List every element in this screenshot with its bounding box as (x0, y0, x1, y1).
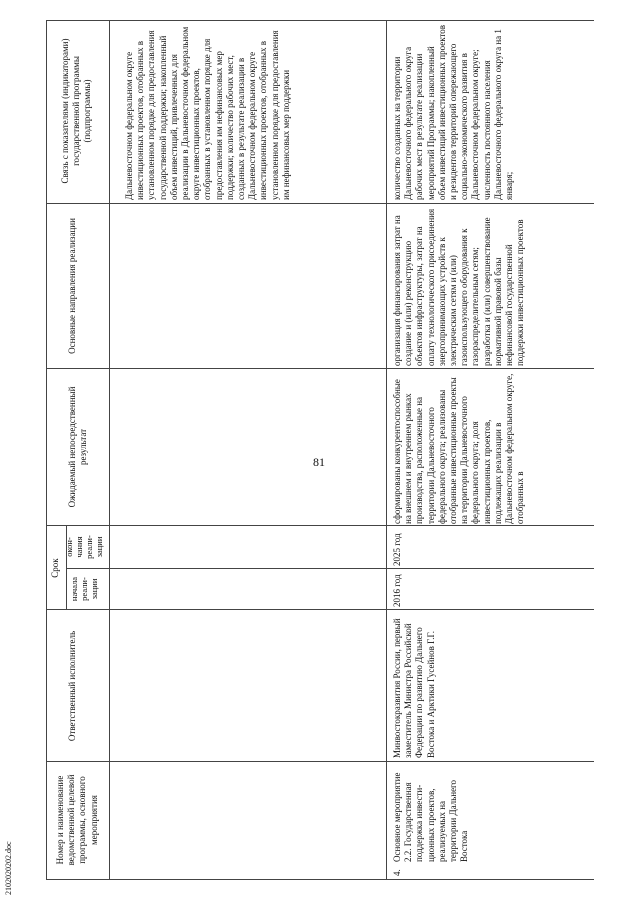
row-index: 4. (392, 869, 402, 876)
row-end-year: 2025 год (392, 533, 402, 566)
header-program: Номер и наименование ведомственной целевой программы, основного мероприятия (55, 774, 99, 866)
header-executor: Ответственный исполнитель (67, 630, 77, 742)
continued-row-border (386, 20, 387, 880)
col-border-6 (46, 203, 594, 204)
row-executor: Минвостокразвития России, первый заместитель Министра Российской Федерации по развитию Дальнего Востока и Арктики Гусейнов Г.Г. (392, 618, 436, 758)
continued-indicators: Дальневосточном федеральном округе инвестиционных проектов, отобранных в установленном порядке для предоставления государственной поддержки; накопленный объем инвестиций, привлеченных для реализации в Дальневосточном федеральном округе инвестиционных проектов, отобранных в установленном порядке для предоставления им нефинансовых мер поддержки; количество рабочих мест, созданных в результате реализации в Дальневосточном федеральном округе инвестиционных проектов, отобранных в установленном порядке для предоставления им нефинансовых мер поддержки (124, 26, 291, 200)
col-border-3 (67, 568, 594, 569)
header-bottom-border (109, 20, 110, 880)
header-indicators: Связь с показателями (индикаторами) государственной программы (подпрограммы) (60, 38, 93, 184)
col-border-2 (46, 609, 594, 610)
file-name: 2102020202.doc (4, 841, 13, 895)
header-srok-end: окон- чания реали- зации (64, 535, 104, 559)
col-border-1 (46, 761, 594, 762)
col-border-4 (46, 525, 594, 526)
row-program-name: Основное мероприятие 2.2. Государственная поддержка инвести- ционных проектов, реализуемых на территории Дальнего Востока (392, 772, 470, 862)
row-start-year: 2016 год (392, 574, 402, 607)
rotated-table (46, 20, 594, 880)
row-expected-result: сформированы конкурентоспособные на внешнем и внутреннем рынках производства, расположенные на территории Дальневосточного федерального округа; реализованы отобранные инвестиционные проекты на территории Дальневосточного федерального округа; доля инвестиционных проектов, подлежащих реализации в Дальневосточном федеральном округе, отобранных в (392, 373, 526, 524)
row-directions: организация финансирования затрат на создание и (или) реконструкцию объектов инфраструктуры, затрат на оплату технологического присоединения энергопринимающих устройств к электрическим сетям и (или) газоиспользующего оборудования к газораспределительным сетям; разработка и (или) совершенствование нормативной правовой базы нефинансовой государственной поддержки инвестиционных проектов (392, 208, 526, 366)
col-border-0 (46, 879, 594, 880)
page-number: 81 (313, 455, 325, 469)
header-directions: Основные направления реализации (67, 218, 77, 354)
row-indicators: количество созданных на территории Дальневосточного федерального округа рабочих мест в результате реализации мероприятий Программы; накопленный объем инвестиций инвестиционных проектов и резидентов территорий опережающего социально-экономического развития в Дальневосточном федеральном округе; численность постоянного населения Дальневосточного федерального округа на 1 января; (392, 24, 515, 200)
header-srok: Срок (50, 558, 60, 578)
table-top-border (46, 20, 47, 880)
col-border-5 (46, 368, 594, 369)
col-border-7 (46, 20, 594, 21)
header-srok-start: начала реали- зации (69, 576, 99, 602)
header-result: Ожидаемый непосредственный результат (67, 386, 89, 508)
